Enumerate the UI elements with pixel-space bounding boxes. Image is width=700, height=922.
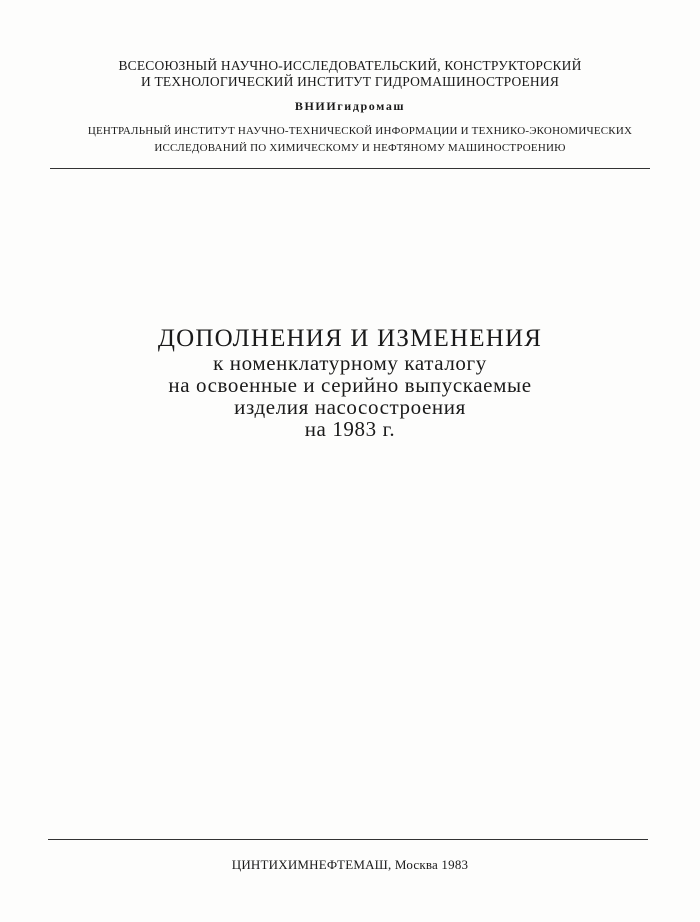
document-title: ДОПОЛНЕНИЯ И ИЗМЕНЕНИЯ — [157, 325, 543, 352]
subtitle-line-2: на освоенные и серийно выпускаемые — [168, 373, 532, 397]
institute-name-line-1: ВСЕСОЮЗНЫЙ НАУЧНО-ИССЛЕДОВАТЕЛЬСКИЙ, КОНСТРУКТОРСКИЙ — [118, 58, 582, 73]
publisher-imprint: ЦИНТИХИМНЕФТЕМАШ, Москва 1983 — [231, 857, 469, 872]
information-center-line-2: ИССЛЕДОВАНИЙ ПО ХИМИЧЕСКОМУ И НЕФТЯНОМУ МАШИНОСТРОЕНИЮ — [154, 142, 566, 154]
subtitle-year: на 1983 г. — [304, 417, 396, 441]
information-center-line-1: ЦЕНТРАЛЬНЫЙ ИНСТИТУТ НАУЧНО-ТЕХНИЧЕСКОЙ ИНФОРМАЦИИ И ТЕХНИКО-ЭКОНОМИЧЕСКИХ — [87, 125, 633, 137]
subtitle-line-1: к номенклатурному каталогу — [213, 351, 487, 375]
subtitle-line-3: изделия насосостроения — [234, 395, 466, 419]
title-block — [0, 326, 700, 440]
footer-divider — [48, 839, 648, 840]
institute-abbreviation: ВНИИгидромаш — [294, 99, 406, 113]
institute-name-line-2: И ТЕХНОЛОГИЧЕСКИЙ ИНСТИТУТ ГИДРОМАШИНОСТРОЕНИЯ — [140, 74, 560, 89]
header-divider — [50, 168, 650, 169]
